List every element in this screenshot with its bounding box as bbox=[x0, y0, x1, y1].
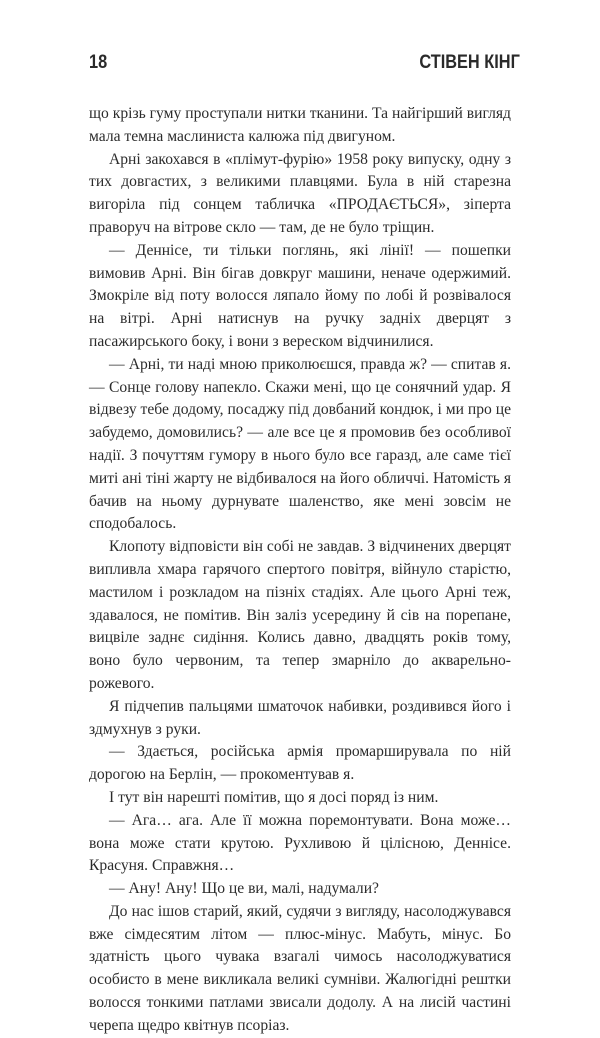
paragraph: — Арні, ти наді мною приколюєшся, правда ж? — спитав я. — Сонце голову напекло. Скажи мені, що це сонячний удар. Я відвезу тебе додому, посаджу під довбаний кондюк, і ми про це забудемо, домовились? — але все це я промовив без особливої надії. З почуттям гумору в нього було все гаразд, але саме тієї миті ані тіні жарту не відбивалося на його обличчі. Натомість я бачив на ньому дурнувате шаленство, яке мені зовсім не сподобалось. bbox=[89, 355, 511, 533]
paragraph: — Здається, російська армія промарширувала по ній дорогою на Берлін, — прокоментував я. bbox=[89, 743, 511, 784]
paragraph: І тут він нарешті помітив, що я досі поряд із ним. bbox=[109, 788, 439, 806]
body-text bbox=[89, 103, 511, 1038]
paragraph: що крізь гуму проступали нитки тканини. Та найгірший вигляд мала темна маслиниста калюжа під двигуном. bbox=[89, 105, 511, 145]
paragraph: Арні закохався в «плімут-фурію» 1958 року випуску, одну з тих довгастих, з великими плавцями. Була в ній старезна вигоріла під сонцем табличка «ПРОДАЄТЬСЯ», зіперта праворуч на вітрове скло — там, де не було тріщин. bbox=[89, 150, 511, 236]
paragraph: — Ану! Ану! Що це ви, малі, надумали? bbox=[109, 880, 379, 898]
page-number: 18 bbox=[89, 52, 108, 73]
running-head-author: СТІВЕН КІНГ bbox=[419, 52, 520, 73]
paragraph: До нас ішов старий, який, судячи з вигляду, насолоджувався вже сімдесятим літом — плюс-мінус. Мабуть, мінус. Бо здатність цього чувака взагалі чимось насолоджуватися особисто в мене викликала великі сумніви. Жалюгідні рештки волосся тонкими патлами звисали додолу. А на лисій частині черепа щедро квітнув псоріаз. bbox=[89, 902, 511, 1034]
running-header bbox=[89, 52, 520, 78]
paragraph: — Ага… ага. Але її можна поремонтувати. Вона може… вона може стати крутою. Рухливою й цілісною, Деннісе. Красуня. Справжня… bbox=[89, 811, 511, 875]
paragraph: — Деннісе, ти тільки поглянь, які лінії! — пошепки вимовив Арні. Він бігав довкруг машини, неначе одержимий. Змокріле від поту волосся ляпало йому по лобі й розвівалося на вітрі. Арні натиснув на ручку задніх дверцят з пасажирського боку, і вони з вереском відчинилися. bbox=[89, 241, 511, 350]
paragraph: Я підчепив пальцями шматочок набивки, роздивився його і здмухнув з руки. bbox=[89, 697, 511, 738]
paragraph: Клопоту відповісти він собі не завдав. З відчинених дверцят випливла хмара гарячого спертого повітря, війнуло старістю, мастилом і розкладом на пізніх стадіях. Але цього Арні теж, здавалося, не помітив. Він заліз усередину й сів на порепане, вицвіле заднє сидіння. Колись давно, двадцять років тому, воно було червоним, та тепер змарніло до акварельно-рожевого. bbox=[89, 538, 511, 692]
